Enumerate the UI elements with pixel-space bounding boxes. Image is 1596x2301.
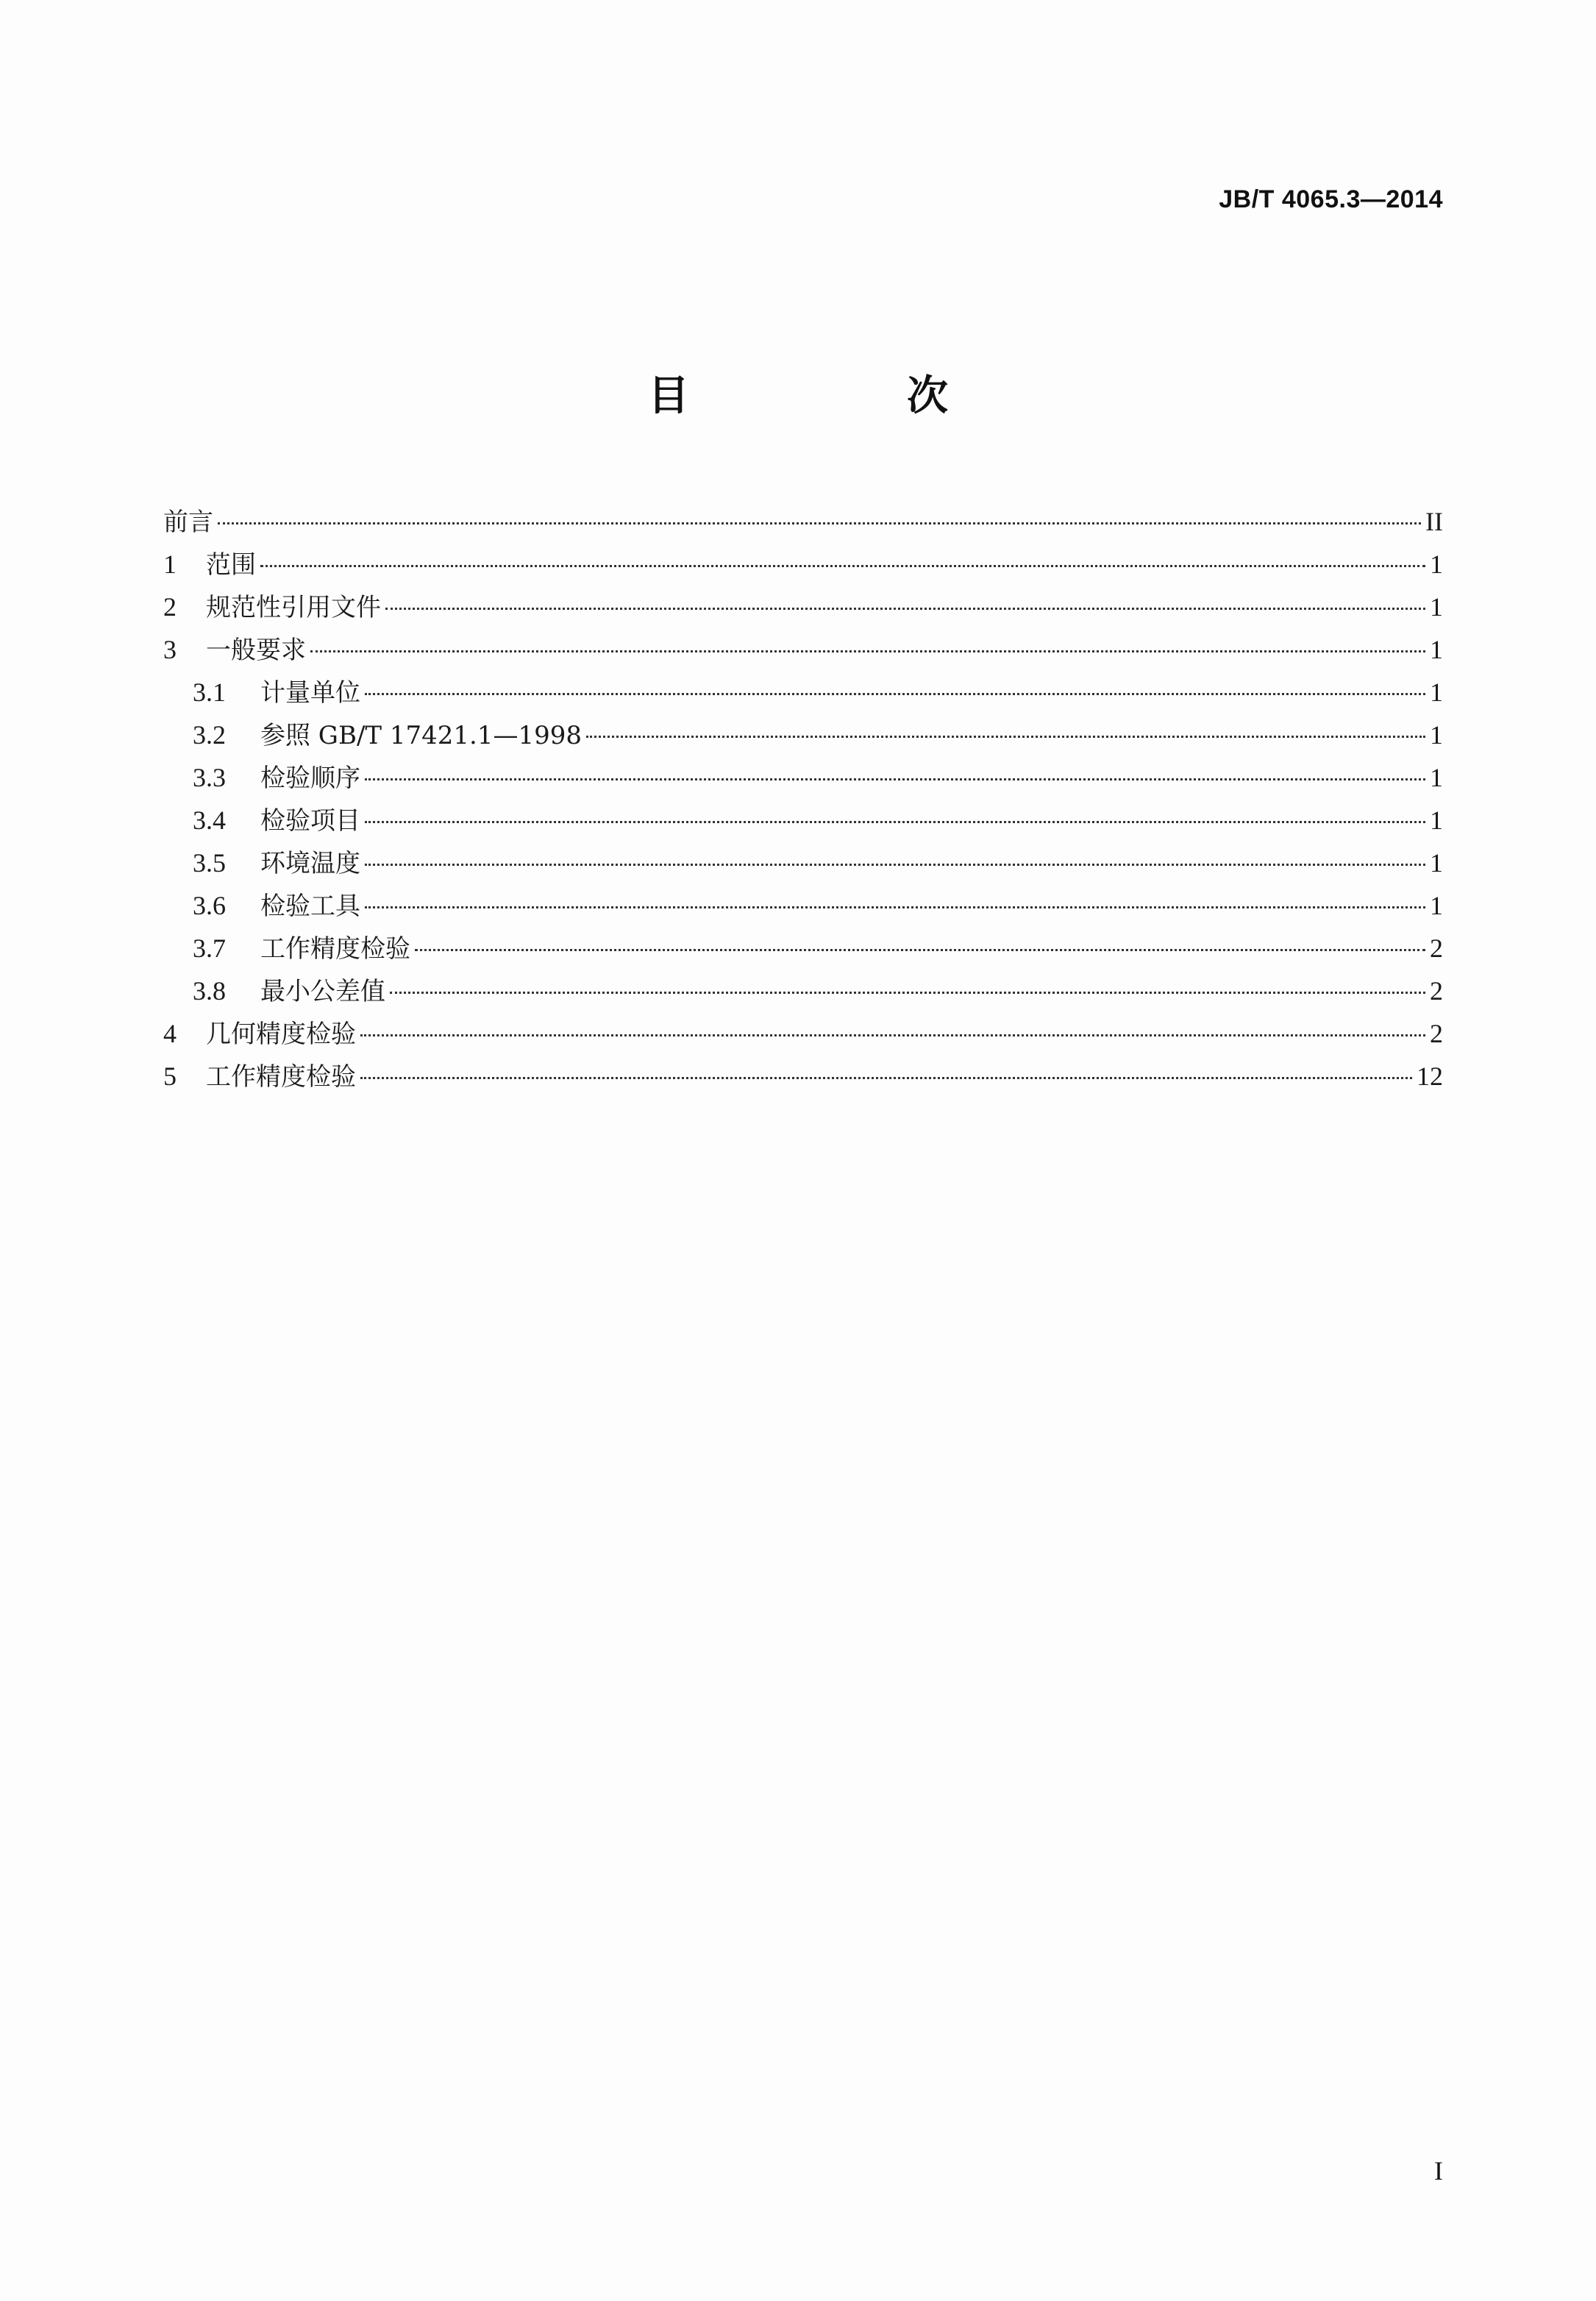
toc-entry[interactable]: [163, 927, 1443, 970]
toc-entry-page: 1: [1430, 635, 1443, 664]
toc-dot-leader: [415, 949, 1425, 951]
toc-entry-page: 1: [1430, 678, 1443, 707]
toc-entry-title: 参照 GB/T 17421.1—1998: [260, 721, 583, 750]
toc-dot-leader: [390, 992, 1425, 994]
toc-dot-leader: [385, 608, 1425, 610]
toc-entry[interactable]: [163, 756, 1443, 799]
toc-entry[interactable]: [163, 628, 1443, 671]
toc-entry-title: 工作精度检验: [260, 934, 410, 964]
toc-dot-leader: [365, 778, 1425, 780]
toc-entry-title: 环境温度: [260, 849, 360, 878]
toc-dot-leader: [365, 864, 1425, 866]
toc-entry-page: 1: [1430, 805, 1443, 835]
toc-entry-number: 3: [163, 635, 177, 664]
toc-entry-page: 1: [1430, 550, 1443, 579]
standard-number: JB/T 4065.3—2014: [1219, 185, 1443, 213]
toc-dot-leader: [260, 565, 1425, 567]
toc-entry-title: 检验项目: [260, 806, 360, 836]
toc-entry[interactable]: [163, 799, 1443, 842]
toc-entry-title: 前言: [163, 508, 213, 537]
toc-entry-title: 几何精度检验: [206, 1020, 356, 1049]
toc-entry[interactable]: [163, 671, 1443, 714]
toc-entry-page: 1: [1430, 720, 1443, 750]
toc-entry[interactable]: [163, 586, 1443, 628]
toc-entry-number: 3.4: [193, 805, 226, 835]
toc-entry[interactable]: [163, 970, 1443, 1012]
toc-entry[interactable]: [163, 884, 1443, 927]
toc-dot-leader: [310, 650, 1425, 652]
toc-entry-title: 工作精度检验: [206, 1062, 356, 1092]
toc-entry-number: 5: [163, 1061, 177, 1091]
toc-entry-title: 检验顺序: [260, 764, 360, 793]
toc-dot-leader: [360, 1034, 1425, 1036]
toc-dot-leader: [586, 736, 1425, 738]
toc-entry-title: 检验工具: [260, 892, 360, 921]
toc-entry-number: 3.8: [193, 976, 226, 1006]
toc-entry-number: 3.6: [193, 891, 226, 920]
toc-entry-number: 3.1: [193, 678, 226, 707]
toc-entry-page: 2: [1430, 933, 1443, 963]
toc-entry-page: 2: [1430, 1019, 1443, 1048]
toc-entry-page: II: [1425, 507, 1443, 536]
toc-entry[interactable]: [163, 543, 1443, 586]
toc-entry-page: 1: [1430, 763, 1443, 792]
toc-entry[interactable]: [163, 1012, 1443, 1055]
toc-entry-title: 一般要求: [206, 636, 306, 665]
toc-entry-number: 4: [163, 1019, 177, 1048]
toc-entry[interactable]: [163, 842, 1443, 884]
page-title: 目 次: [648, 372, 1036, 420]
toc-entry-number: 3.5: [193, 848, 226, 878]
toc-dot-leader: [365, 693, 1425, 695]
page-number: I: [1434, 2156, 1443, 2186]
toc-entry-page: 12: [1417, 1061, 1443, 1091]
toc-dot-leader: [218, 522, 1421, 524]
toc-entry-page: 1: [1430, 848, 1443, 878]
toc-dot-leader: [360, 1077, 1412, 1079]
toc-entry-number: 1: [163, 550, 177, 579]
toc-entry-page: 1: [1430, 891, 1443, 920]
toc-entry-page: 2: [1430, 976, 1443, 1006]
toc-entry-number: 3.3: [193, 763, 226, 792]
toc-entry[interactable]: [163, 714, 1443, 756]
toc-entry-title: 最小公差值: [260, 977, 385, 1006]
toc-entry-number: 3.7: [193, 933, 226, 963]
toc-dot-leader: [365, 821, 1425, 823]
toc-entry-number: 3.2: [193, 720, 226, 750]
toc-entry-title: 规范性引用文件: [206, 593, 381, 622]
toc-entry[interactable]: [163, 1055, 1443, 1098]
toc-entry-title: 计量单位: [260, 678, 360, 708]
toc-entry[interactable]: [163, 500, 1443, 543]
toc-entry-title: 范围: [206, 550, 256, 580]
toc-entry-number: 2: [163, 592, 177, 622]
table-of-contents: [163, 500, 1443, 1098]
toc-dot-leader: [365, 906, 1425, 908]
toc-entry-page: 1: [1430, 592, 1443, 622]
